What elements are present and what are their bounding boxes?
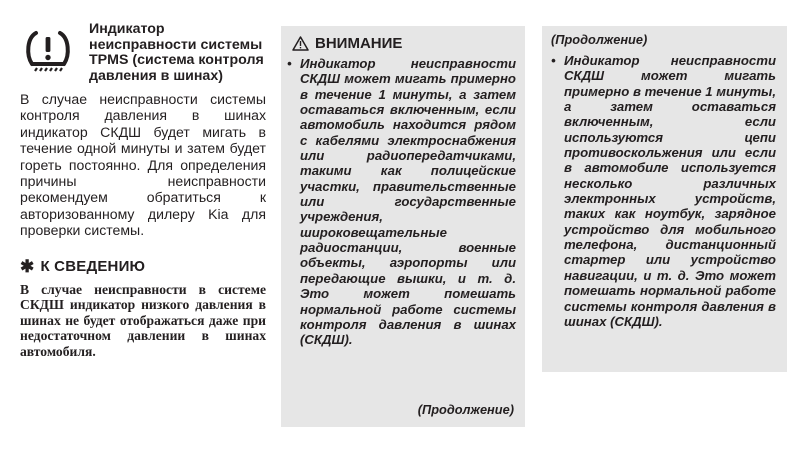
left-column: [20, 22, 266, 360]
tpms-description: [20, 91, 266, 239]
note-text: В случае неисправности в системе СКДШ индикатор низкого давления в шинах не будет отображаться даже при недостаточном давлении в шинах автомобиля.: [20, 281, 266, 360]
warning-bullet-text: Индикатор неисправности СКДШ может мигать примерно в течение 1 минуты, а затем оставаться включенным, если автомобиль находится рядом с кабелями электроснабжения или радиопередатчиками, такими как полицейские участки, правительственные или государственные учреждения, широковещательные радиостанции, военные объекты, аэропорты или передающие вышки, и т. д. Это может помешать нормальной работе системы контроля давления в шинах (СКДШ).: [300, 56, 516, 348]
warning-triangle-icon: [292, 36, 309, 51]
note-star-icon: ✱: [20, 256, 35, 276]
warning-heading-text: ВНИМАНИЕ: [315, 35, 403, 52]
tpms-warning-icon: [21, 24, 75, 80]
continued-heading: (Продолжение): [551, 32, 648, 47]
note-heading: [20, 257, 266, 277]
note-heading-text: К СВЕДЕНИЮ: [40, 258, 146, 276]
continuation-bullet: [551, 53, 776, 329]
tpms-title: Индикатор неисправности системы TPMS (система контроля давления в шинах): [89, 21, 264, 84]
bullet-marker: •: [551, 53, 556, 68]
tpms-header: [20, 22, 266, 84]
warning-heading: [292, 35, 402, 52]
bullet-marker: •: [287, 56, 292, 71]
continuation-box: [542, 26, 787, 372]
continuation-bullet-text: Индикатор неисправности СКДШ может мигать примерно в течение 1 минуты, а затем оставаться включенным, если используются цепи противоскольжения или если в автомобиле используется несколько различных электронных устройств, таких как ноутбук, зарядное устройство для мобильного телефона, дистанционный стартер или устройство навигации, и т. д. Это может помешать нормальной работе системы контроля давления в шинах (СКДШ).: [564, 53, 776, 329]
tpms-description-text: В случае неисправности системы контроля давления в шинах индикатор СКДШ будет мигать в течение одной минуты и затем будет гореть постоянно. Для определения причины неисправности рекомендуем обратиться к авторизованному дилеру Kia для проверки системы.: [20, 91, 266, 239]
continued-footer: (Продолжение): [417, 402, 514, 417]
warning-bullet: [287, 56, 516, 348]
warning-box: [281, 26, 525, 427]
